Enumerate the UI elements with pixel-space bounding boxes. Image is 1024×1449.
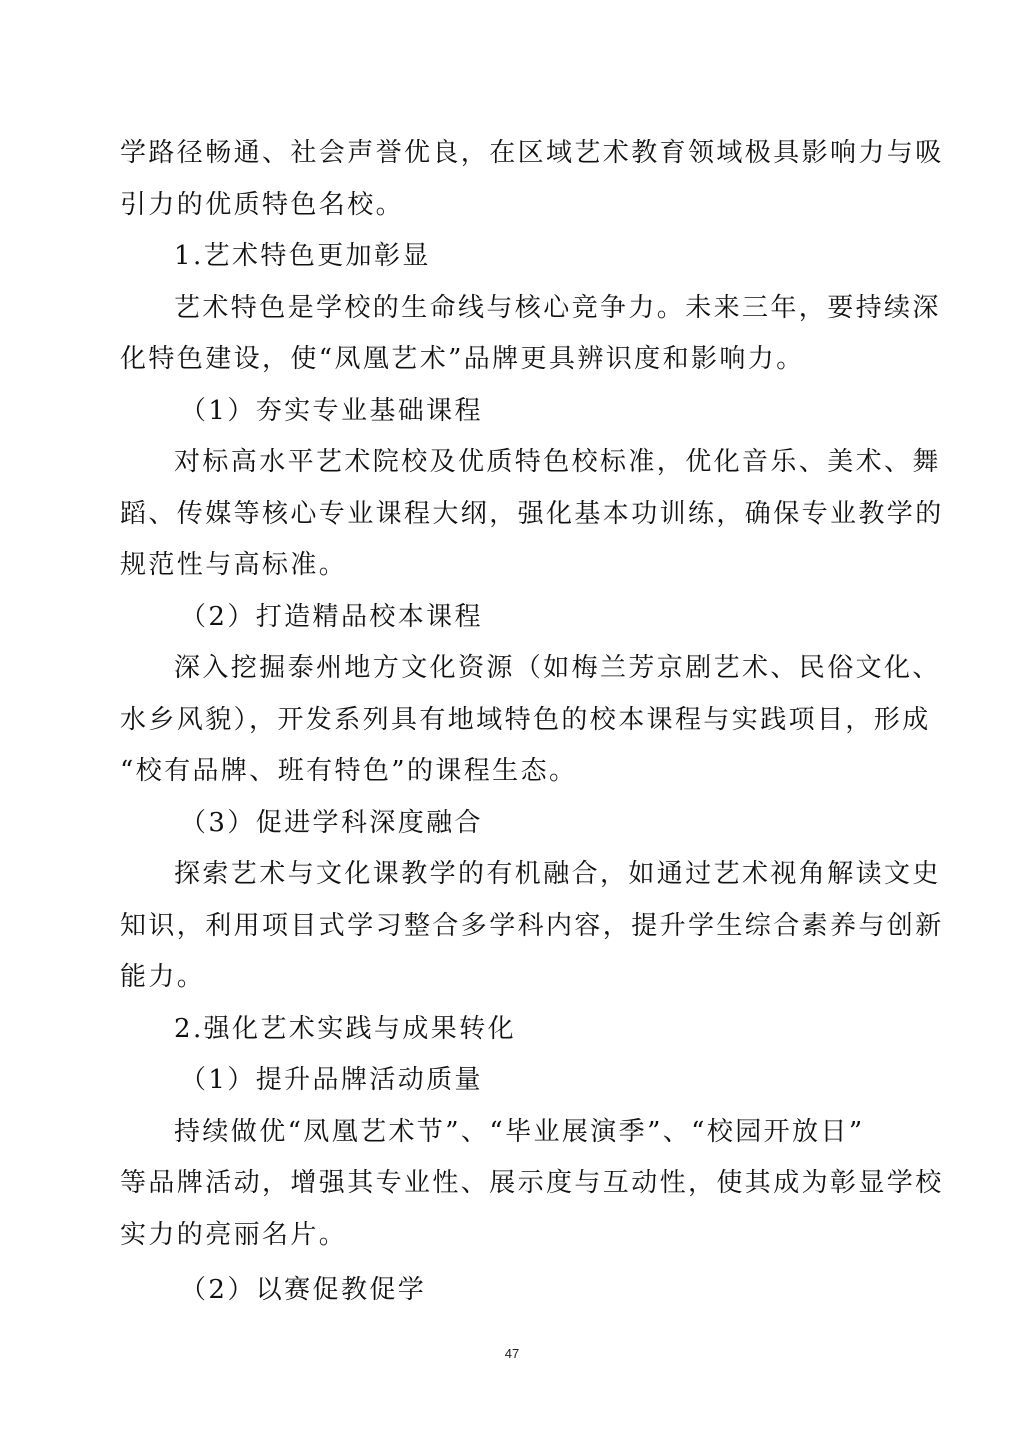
paragraph-line: 水乡风貌），开发系列具有地域特色的校本课程与实践项目，形成 (120, 704, 931, 735)
paragraph-line: 探索艺术与文化课教学的有机融合，如通过艺术视角解读文史 (174, 859, 941, 889)
section-heading: 1.艺术特色更加彰显 (174, 241, 431, 271)
subsection-heading: （2）以赛促教促学 (180, 1275, 427, 1305)
paragraph-line: 知识，利用项目式学习整合多学科内容，提升学生综合素养与创新 (120, 910, 944, 941)
document-body (120, 128, 944, 1317)
paragraph-line: 引力的优质特色名校。 (120, 189, 405, 220)
paragraph-line: 蹈、传媒等核心专业课程大纲，强化基本功训练，确保专业教学的 (120, 498, 944, 529)
paragraph-line: 等品牌活动，增强其专业性、展示度与互动性，使其成为彰显学校 (120, 1168, 944, 1198)
subsection-heading: （3）促进学科深度融合 (180, 807, 483, 838)
subsection-heading: （2）打造精品校本课程 (180, 601, 483, 632)
paragraph-line: 化特色建设，使“凤凰艺术”品牌更具辨识度和影响力。 (120, 344, 805, 374)
paragraph-line: 规范性与高标准。 (120, 550, 348, 580)
page-number: 47 (504, 1346, 520, 1361)
paragraph-line: 实力的亮丽名片。 (120, 1219, 348, 1250)
subsection-heading: （1）夯实专业基础课程 (180, 395, 483, 426)
paragraph-line: 学路径畅通、社会声誉优良，在区域艺术教育领域极具影响力与吸 (120, 138, 944, 168)
paragraph-line: 深入挖掘泰州地方文化资源（如梅兰芳京剧艺术、民俗文化、 (174, 653, 941, 683)
paragraph-line: “校有品牌、班有特色”的课程生态。 (120, 756, 578, 786)
subsection-heading: （1）提升品牌活动质量 (180, 1065, 483, 1095)
section-heading: 2.强化艺术实践与成果转化 (174, 1013, 517, 1044)
paragraph-line: 对标高水平艺术院校及优质特色校标准，优化音乐、美术、舞 (174, 447, 941, 477)
paragraph-line: 艺术特色是学校的生命线与核心竞争力。未来三年，要持续深 (174, 292, 941, 323)
paragraph-line: 能力。 (120, 962, 206, 992)
paragraph-line: 持续做优“凤凰艺术节”、“毕业展演季”、“校园开放日” (174, 1116, 865, 1147)
